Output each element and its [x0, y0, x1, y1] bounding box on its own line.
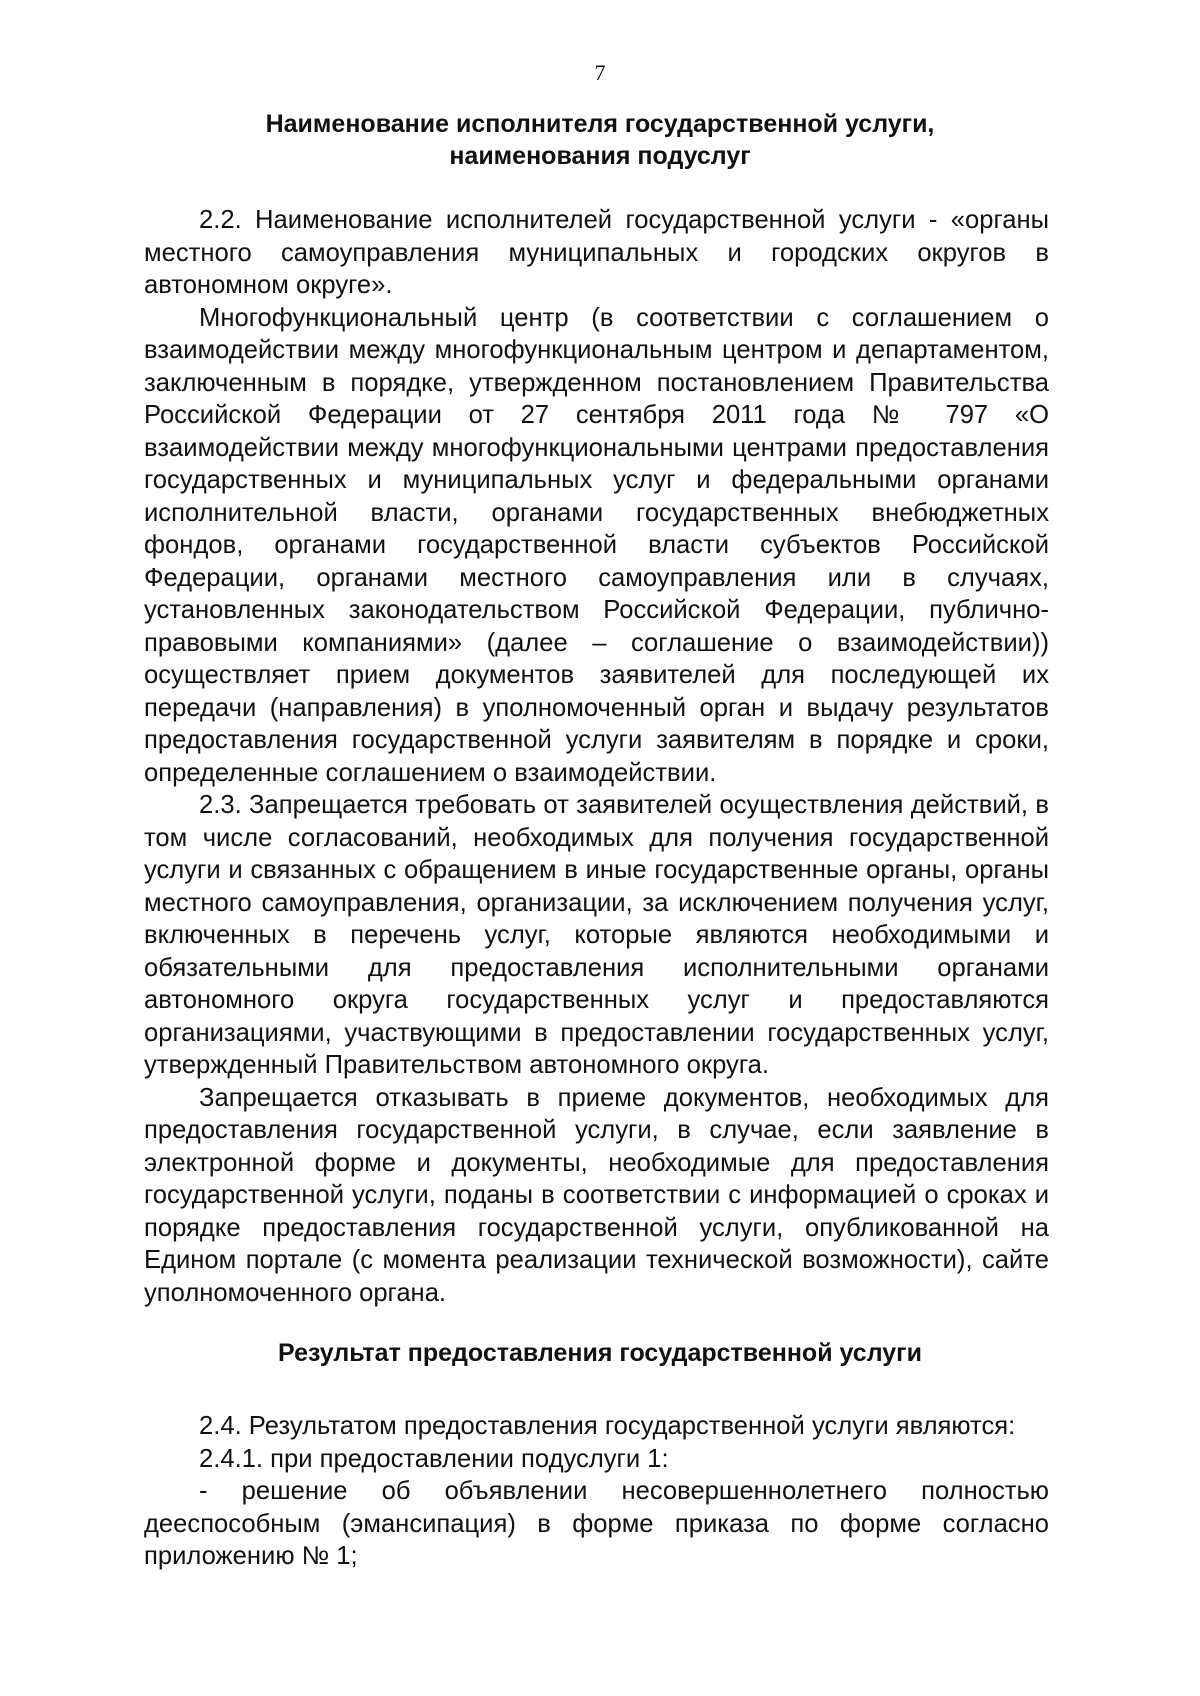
section-title-result-text: Результат предоставления государственной услуги	[278, 1339, 922, 1367]
section-title-result	[140, 1337, 1060, 1369]
paragraph-2-4-1: 2.4.1. при предоставлении подуслуги 1:	[199, 1444, 669, 1473]
page-number: 7	[594, 60, 606, 85]
section-body-result	[144, 1410, 1049, 1573]
section-body-executor	[144, 204, 1049, 1309]
paragraph-decision-emancipation: - решение об объявлении несовершеннолетнего полностью дееспособным (эмансипация) в форме приказа по форме согласно приложению № 1;	[144, 1477, 1049, 1570]
section-title-executor	[140, 108, 1060, 172]
paragraph-2-4: 2.4. Результатом предоставления государственной услуги являются:	[199, 1412, 1016, 1440]
section-title-line-2: наименования подуслуг	[449, 142, 751, 170]
section-title-line-1: Наименование исполнителя государственной услуги,	[265, 110, 935, 138]
paragraph-mfc: Многофункциональный центр (в соответствии с соглашением о взаимодействии между многофункциональным центром и департаментом, заключенным в порядке, утвержденном постановлением Правительства Российской Федерации от 27 сентября 2011 года № 797 «О взаимодействии между многофункциональными центрами предоставления государственных и муниципальных услуг и федеральными органами исполнительной власти, органами государственных внебюджетных фондов, органами государственной власти субъектов Российской Федерации, органами местного самоуправления или в случаях, установленных законодательством Российской Федерации, публично-правовыми компаниями» (далее – соглашение о взаимодействии)) осуществляет прием документов заявителей для последующей их передачи (направления) в уполномоченный орган и выдачу результатов предоставления государственной услуги заявителям в порядке и сроки, определенные соглашением о взаимодействии.	[144, 303, 1049, 787]
paragraph-2-3: 2.3. Запрещается требовать от заявителей осуществления действий, в том числе согласований, необходимых для получения государственной услуги и связанных с обращением в иные государственные органы, органы местного самоуправления, организации, за исключением получения услуг, включенных в перечень услуг, которые являются необходимыми и обязательными для предоставления исполнительными органами автономного округа государственных услуг и предоставляются организациями, участвующими в предоставлении государственных услуг, утвержденный Правительством автономного округа.	[144, 791, 1049, 1079]
paragraph-2-2: 2.2. Наименование исполнителей государственной услуги - «органы местного самоуправления муниципальных и городских округов в автономном округе».	[144, 206, 1049, 299]
paragraph-refusal-prohibited: Запрещается отказывать в приеме документов, необходимых для предоставления государственной услуги, в случае, если заявление в электронной форме и документы, необходимые для предоставления государственной услуги, поданы в соответствии с информацией о сроках и порядке предоставления государственной услуги, опубликованной на Едином портале (с момента реализации технической возможности), сайте уполномоченного органа.	[144, 1083, 1049, 1307]
